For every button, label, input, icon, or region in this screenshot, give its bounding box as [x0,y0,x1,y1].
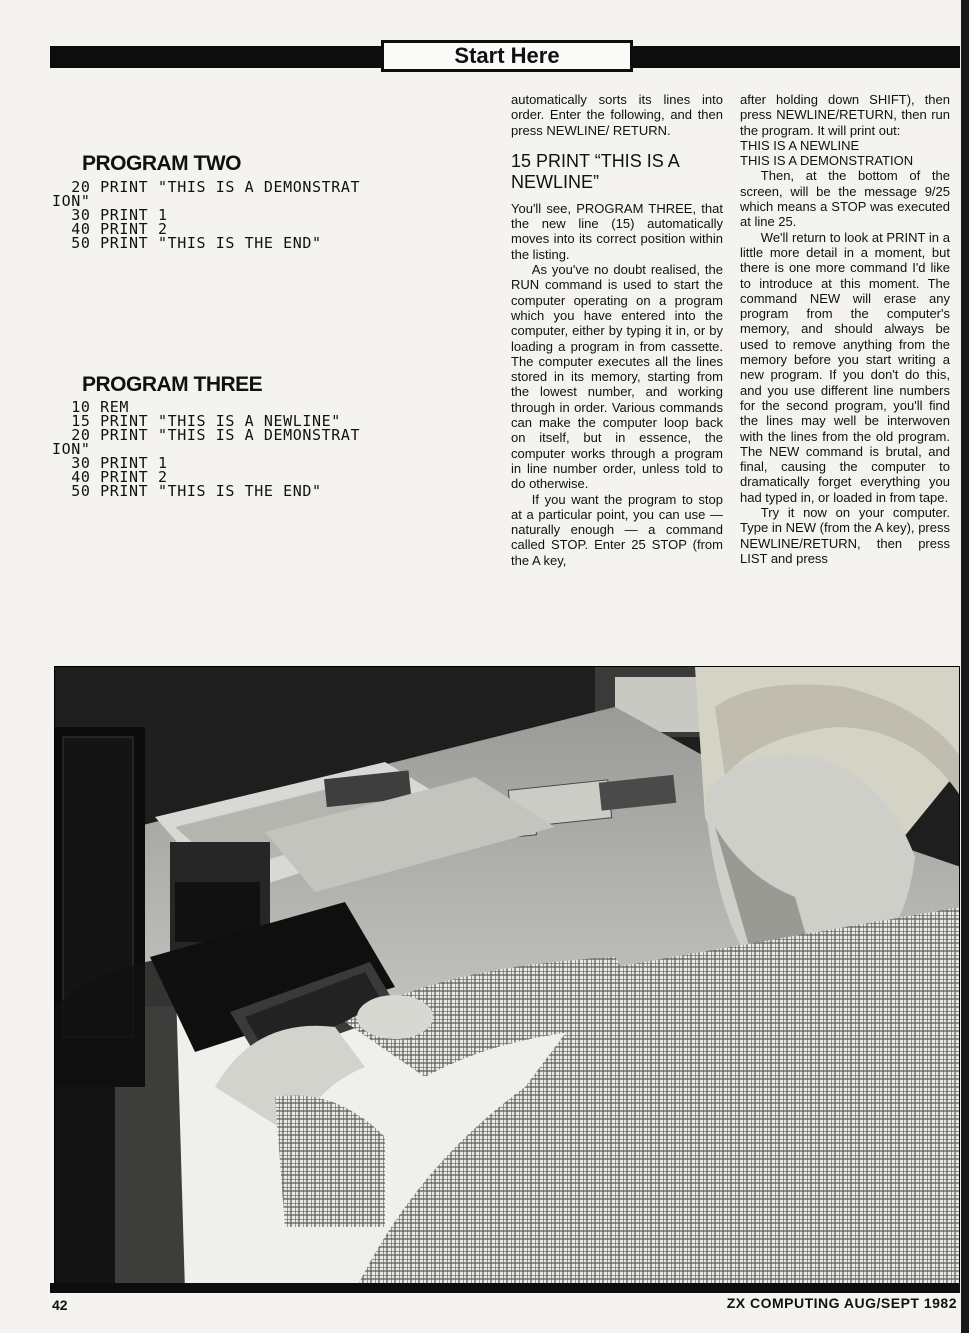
program-three-listing: 10 REM 15 PRINT "THIS IS A NEWLINE" 20 PRINT "THIS IS A DEMONSTRAT ION" 30 PRINT 1 40 PRINT 2 50 PRINT "THIS IS THE END" [52,398,361,500]
paragraph: automatically sorts its lines into order. Enter the following, and then press NEWLINE/ RETURN. [511,92,723,138]
paragraph: You'll see, PROGRAM THREE, that the new line (15) automatically moves into its correct position within the listing. [511,200,723,262]
program-output-line: THIS IS A NEWLINE [740,137,860,153]
program-two-title: PROGRAM TWO [82,152,241,175]
article-column-middle [511,92,723,568]
page-edge [961,0,969,1333]
article-column-right [740,92,950,566]
code-subheading: 15 PRINT “THIS IS A NEWLINE” [511,150,679,192]
paragraph: As you've no doubt realised, the RUN command is used to start the computer operating on a program which you have entered into the computer, either by typing it in, or by loading a program in from cassette. The computer executes all the lines stored in its memory, starting from the lowest number, and working through in order. Various commands can make the computer loop back on itself, but in essence, the computer works through a program in line number order, unless told to do otherwise. [511,262,723,492]
page-number: 42 [52,1297,68,1313]
magazine-issue: ZX COMPUTING AUG/SEPT 1982 [726,1295,957,1311]
program-output-line: THIS IS A DEMONSTRATION [740,153,914,169]
photo-illustration [55,667,960,1290]
section-title: Start Here [381,40,633,72]
paragraph: Try it now on your computer. Type in NEW (from the A key), press NEWLINE/RETURN, then press LIST and press [740,505,950,566]
photo-boy-at-zx81 [54,666,960,1290]
paragraph: Then, at the bottom of the screen, will be the message 9/25 which means a STOP was executed at line 25. [740,168,950,230]
program-three-title: PROGRAM THREE [82,373,263,396]
paragraph: We'll return to look at PRINT in a little more detail in a moment, but there is one more command I'd like to introduce at this moment. The command NEW will erase any program from the computer's memory, and should always be used to remove anything from the memory before you start writing a new program. If you don't do this, and you use different line numbers for the second program, you'll find the lines may well be interwoven with the lines from the old program. The NEW command is brutal, and final, causing the computer to dramatically forget everything you had typed in, or loaded in from tape. [740,229,950,505]
footer-bar [50,1283,960,1293]
paragraph: after holding down SHIFT), then press NEWLINE/RETURN, then run the program. It will print out: [740,92,950,138]
program-two-listing: 20 PRINT "THIS IS A DEMONSTRAT ION" 30 PRINT 1 40 PRINT 2 50 PRINT "THIS IS THE END" [52,178,361,252]
paragraph: If you want the program to stop at a particular point, you can use — naturally enough — a command called STOP. Enter 25 STOP (from the A key, [511,491,723,568]
